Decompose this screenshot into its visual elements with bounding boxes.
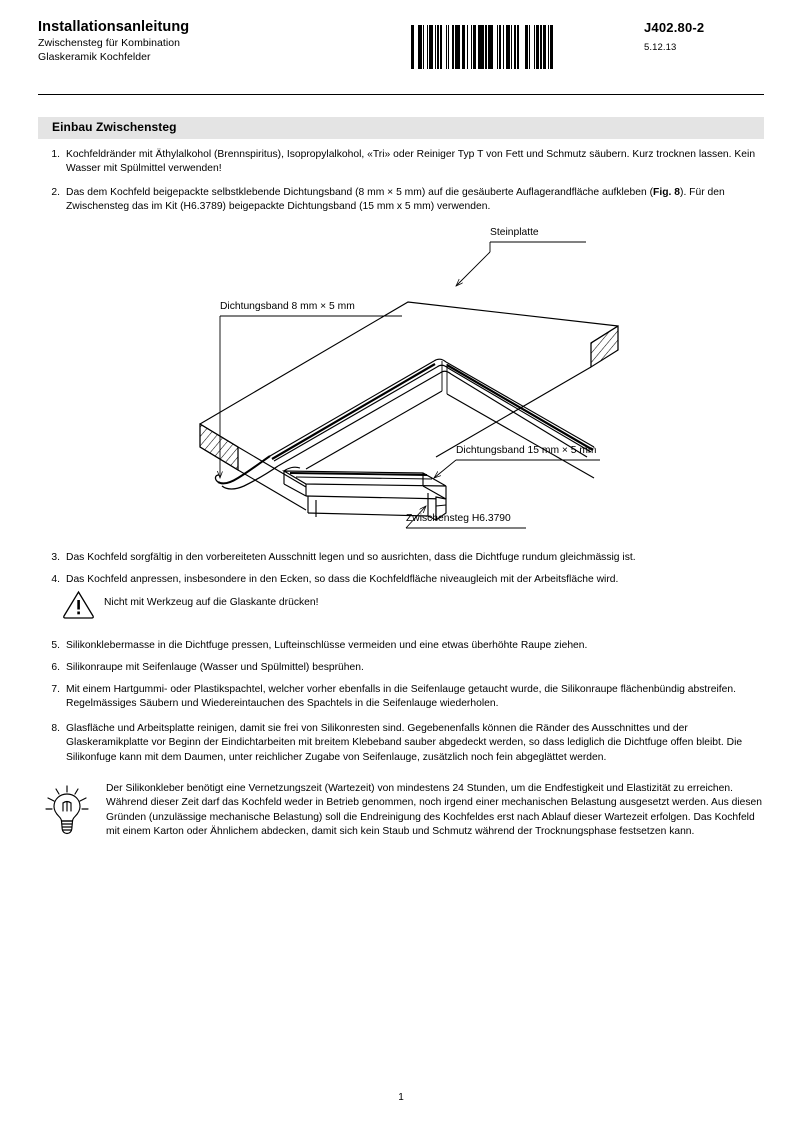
figure-label-steinplatte: Steinplatte [490,227,539,238]
barcode [411,25,607,69]
barcode-space [555,25,559,69]
list-item-number: 4. [51,574,60,585]
list-item-number: 1. [51,149,60,160]
list-item [42,551,764,565]
tip-text: Der Silikonkleber benötigt eine Vernetzungszeit (Wartezeit) von mindestens 24 Stunden, um die Endfestigkeit und Elastizität zu erreichen. Während dieser Zeit darf das Kochfeld weder in Betrieb genommen, noch irgend einer mechanischen Belastung ausgesetzt werden. Aus diesen Gründen (unzulässige mechanische Belastung) soll die Endreinigung des Kochfeldes erst nach Ablauf dieser Wartezeit erfolgen. Das Kochfeld mit einem Karton oder Ähnlichem abdecken, damit sich kein Staub und Schmutz während der Trocknungsphase festsetzen kann. [106,783,762,838]
header-subtitle-line-1: Zwischensteg für Kombination [38,37,181,49]
list-item-text: Glasfläche und Arbeitsplatte reinigen, damit sie frei von Silikonresten sind. Gegebenenfalls können die Ränder des Ausschnittes und der Glaskeramikplatte vor Beginn der Eindichtarbeiten mit breitem Klebeband sauber abgedeckt werden, so dass lediglich die Dichtfuge offen bleibt. Die Silikonfuge kann mit dem Daumen, unter reichlicher Zugabe von Seifenlauge, zusätzlich noch fein abgeglättet werden. [66,723,743,763]
list-item-text: Kochfeldränder mit Äthylalkohol (Brennspiritus), Isopropylalkohol, «Tri» oder Reiniger Typ T von Fett und Schmutz säubern. Kurz trocknen lassen. Kein Wasser mit Spülmittel verwenden! [66,149,756,175]
list-item-text: Das Kochfeld sorgfältig in den vorbereiteten Ausschnitt legen und so ausrichten, dass die Dichtfuge rundum gleichmässig ist. [66,552,636,563]
document-date: 5.12.13 [644,42,677,53]
header-subtitle-line-2: Glaskeramik Kochfelder [38,51,151,63]
warning-triangle-icon [62,589,96,619]
list-item [42,683,764,712]
document-header [38,18,764,76]
list-item-number: 3. [51,552,60,563]
list-item [42,722,764,765]
isometric-assembly-drawing [38,228,764,540]
list-item-number: 5. [51,640,60,651]
step2-text-before: Das dem Kochfeld beigepackte selbstklebende Dichtungsband (8 mm × 5 mm) auf die gesäuberte Auflagerandfläche aufkleben ( [66,187,654,198]
document-number: J402.80-2 [644,20,705,35]
list-item-number: 6. [51,662,60,673]
list-item-text: Das Kochfeld anpressen, insbesondere in den Ecken, so dass die Kochfeldfläche niveaugleich mit der Arbeitsfläche wird. [66,574,619,585]
figure-label-dichtungsband-15mm: Dichtungsband 15 mm × 5 mm [456,445,597,456]
header-left-block [38,18,189,64]
list-item [42,661,764,675]
step2-figure-reference: Fig. 8 [653,187,680,198]
header-right-block [644,19,764,55]
list-item [42,148,764,177]
list-item-text: Silikonklebermasse in die Dichtfuge pressen, Lufteinschlüsse vermeiden und eine etwas überhöhte Raupe ziehen. [66,640,588,651]
step2-text-after: ). Für den Zwischensteg das im Kit (H6.3789) beigepackte Dichtungsband (15 mm x 5 mm) verwenden. [66,187,725,213]
list-item-number: 8. [51,723,60,734]
list-item [42,186,764,215]
list-item-text: Mit einem Hartgummi- oder Plastikspachtel, welcher vorher ebenfalls in die Seifenlauge getaucht wurde, die Silikonraupe flächenbündig abstreifen. Regelmässiges Säubern und Wiedereintauchen des Spachtels in die Seifenlauge wiederholen. [66,684,736,710]
figure-label-dichtungsband-8mm: Dichtungsband 8 mm × 5 mm [220,301,355,312]
page-title: Installationsanleitung [38,19,190,35]
warning-row [62,589,682,619]
section-heading-band [38,117,764,139]
list-item-text: Silikonraupe mit Seifenlauge (Wasser und Spülmittel) besprühen. [66,662,364,673]
list-item [42,639,764,653]
section-heading-label: Einbau Zwischensteg [52,120,177,134]
header-divider-rule [38,94,764,95]
lightbulb-icon [44,784,90,836]
figure-label-zwischensteg: Zwischensteg H6.3790 [406,513,511,524]
list-item-text [66,186,764,215]
list-item-number: 2. [51,187,60,198]
assembly-drawing-svg [38,228,764,540]
list-item [42,573,764,587]
warning-text: Nicht mit Werkzeug auf die Glaskante drücken! [104,597,319,608]
list-item-number: 7. [51,684,60,695]
page-number: 1 [398,1092,404,1103]
